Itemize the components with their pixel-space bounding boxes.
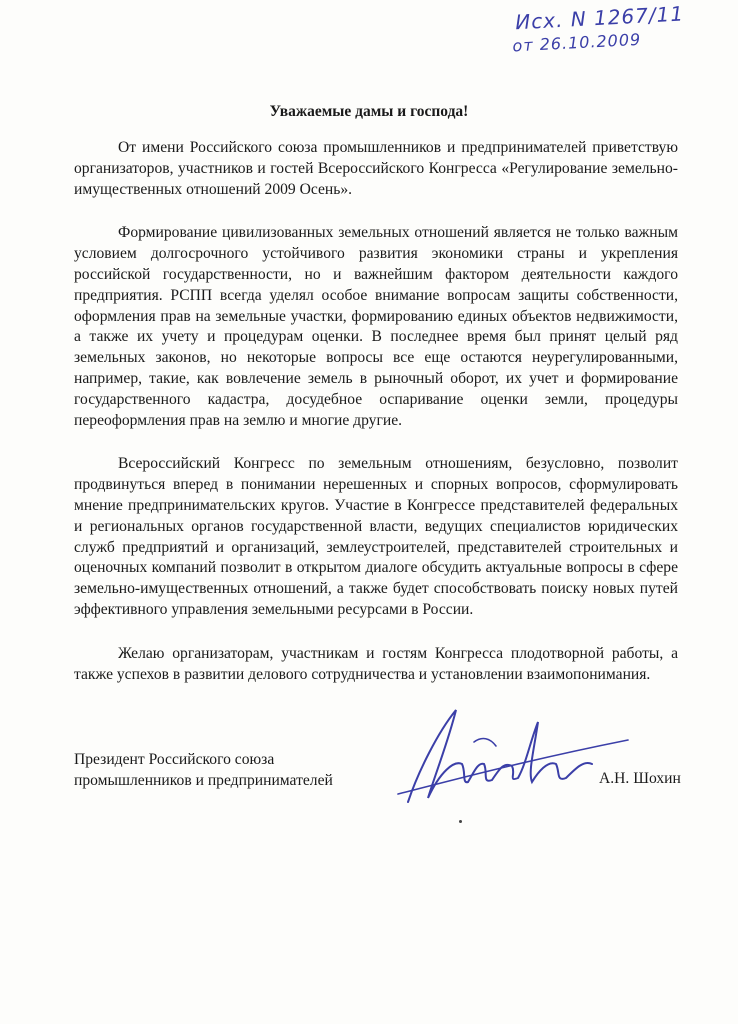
signatory-title	[74, 749, 333, 791]
letter-greeting: Уважаемые дамы и господа!	[269, 103, 469, 120]
handwritten-signature	[378, 702, 638, 812]
paragraph-2: Формирование цивилизованных земельных отношений является не только важным условием долгосрочного устойчивого развития экономики страны и укрепления российской государственности, но и важнейшим фактором деятельности каждого предприятия. РСПП всегда уделял особое внимание вопросам защиты собственности, оформления прав на земельные участки, формированию единых объектов недвижимости, а также их учету и процедурам оценки. В последнее время был принят целый ряд земельных законов, но некоторые вопросы все еще остаются неурегулированными, например, такие, как вовлечение земель в рыночный оборот, их учет и формирование государственного кадастра, досудебное оспаривание оценки земли, процедуры переоформления прав на землю и многие другие.	[74, 224, 678, 429]
outgoing-number-stamp	[507, 0, 690, 69]
stamp-number: Исх. N 1267/11	[514, 1, 685, 35]
letter-body	[74, 138, 678, 708]
paragraph-4: Желаю организаторам, участникам и гостям Конгресса плодотворной работы, а также успехов в развитии делового сотрудничества и установлении взаимопонимания.	[74, 644, 678, 683]
paragraph-3: Всероссийский Конгресс по земельным отношениям, безусловно, позволит продвинуться вперед в понимании нерешенных и спорных вопросов, сформулировать мнение предпринимательских кругов. Участие в Конгрессе представителей федеральных и региональных органов государственной власти, ведущих специалистов юридических служб предприятий и организаций, землеустроителей, представителей строительных и оценочных компаний позволит в открытом диалоге обсудить актуальные вопросы в сфере земельно-имущественных отношений, а также будет способствовать поиску новых путей эффективного управления земельными ресурсами в России.	[74, 455, 678, 618]
stamp-date: от 26.10.2009	[512, 29, 642, 56]
signatory-title-line-2: промышленников и предпринимателей	[74, 772, 333, 789]
signatory-title-line-1: Президент Российского союза	[74, 751, 275, 768]
paragraph-1: От имени Российского союза промышленников и предпринимателей приветствую организаторов, участников и гостей Всероссийского Конгресса «Регулирование земельно-имущественных отношений 2009 Осень».	[74, 139, 678, 198]
signatory-name: А.Н. Шохин	[599, 770, 681, 787]
paper-speck	[459, 820, 462, 823]
